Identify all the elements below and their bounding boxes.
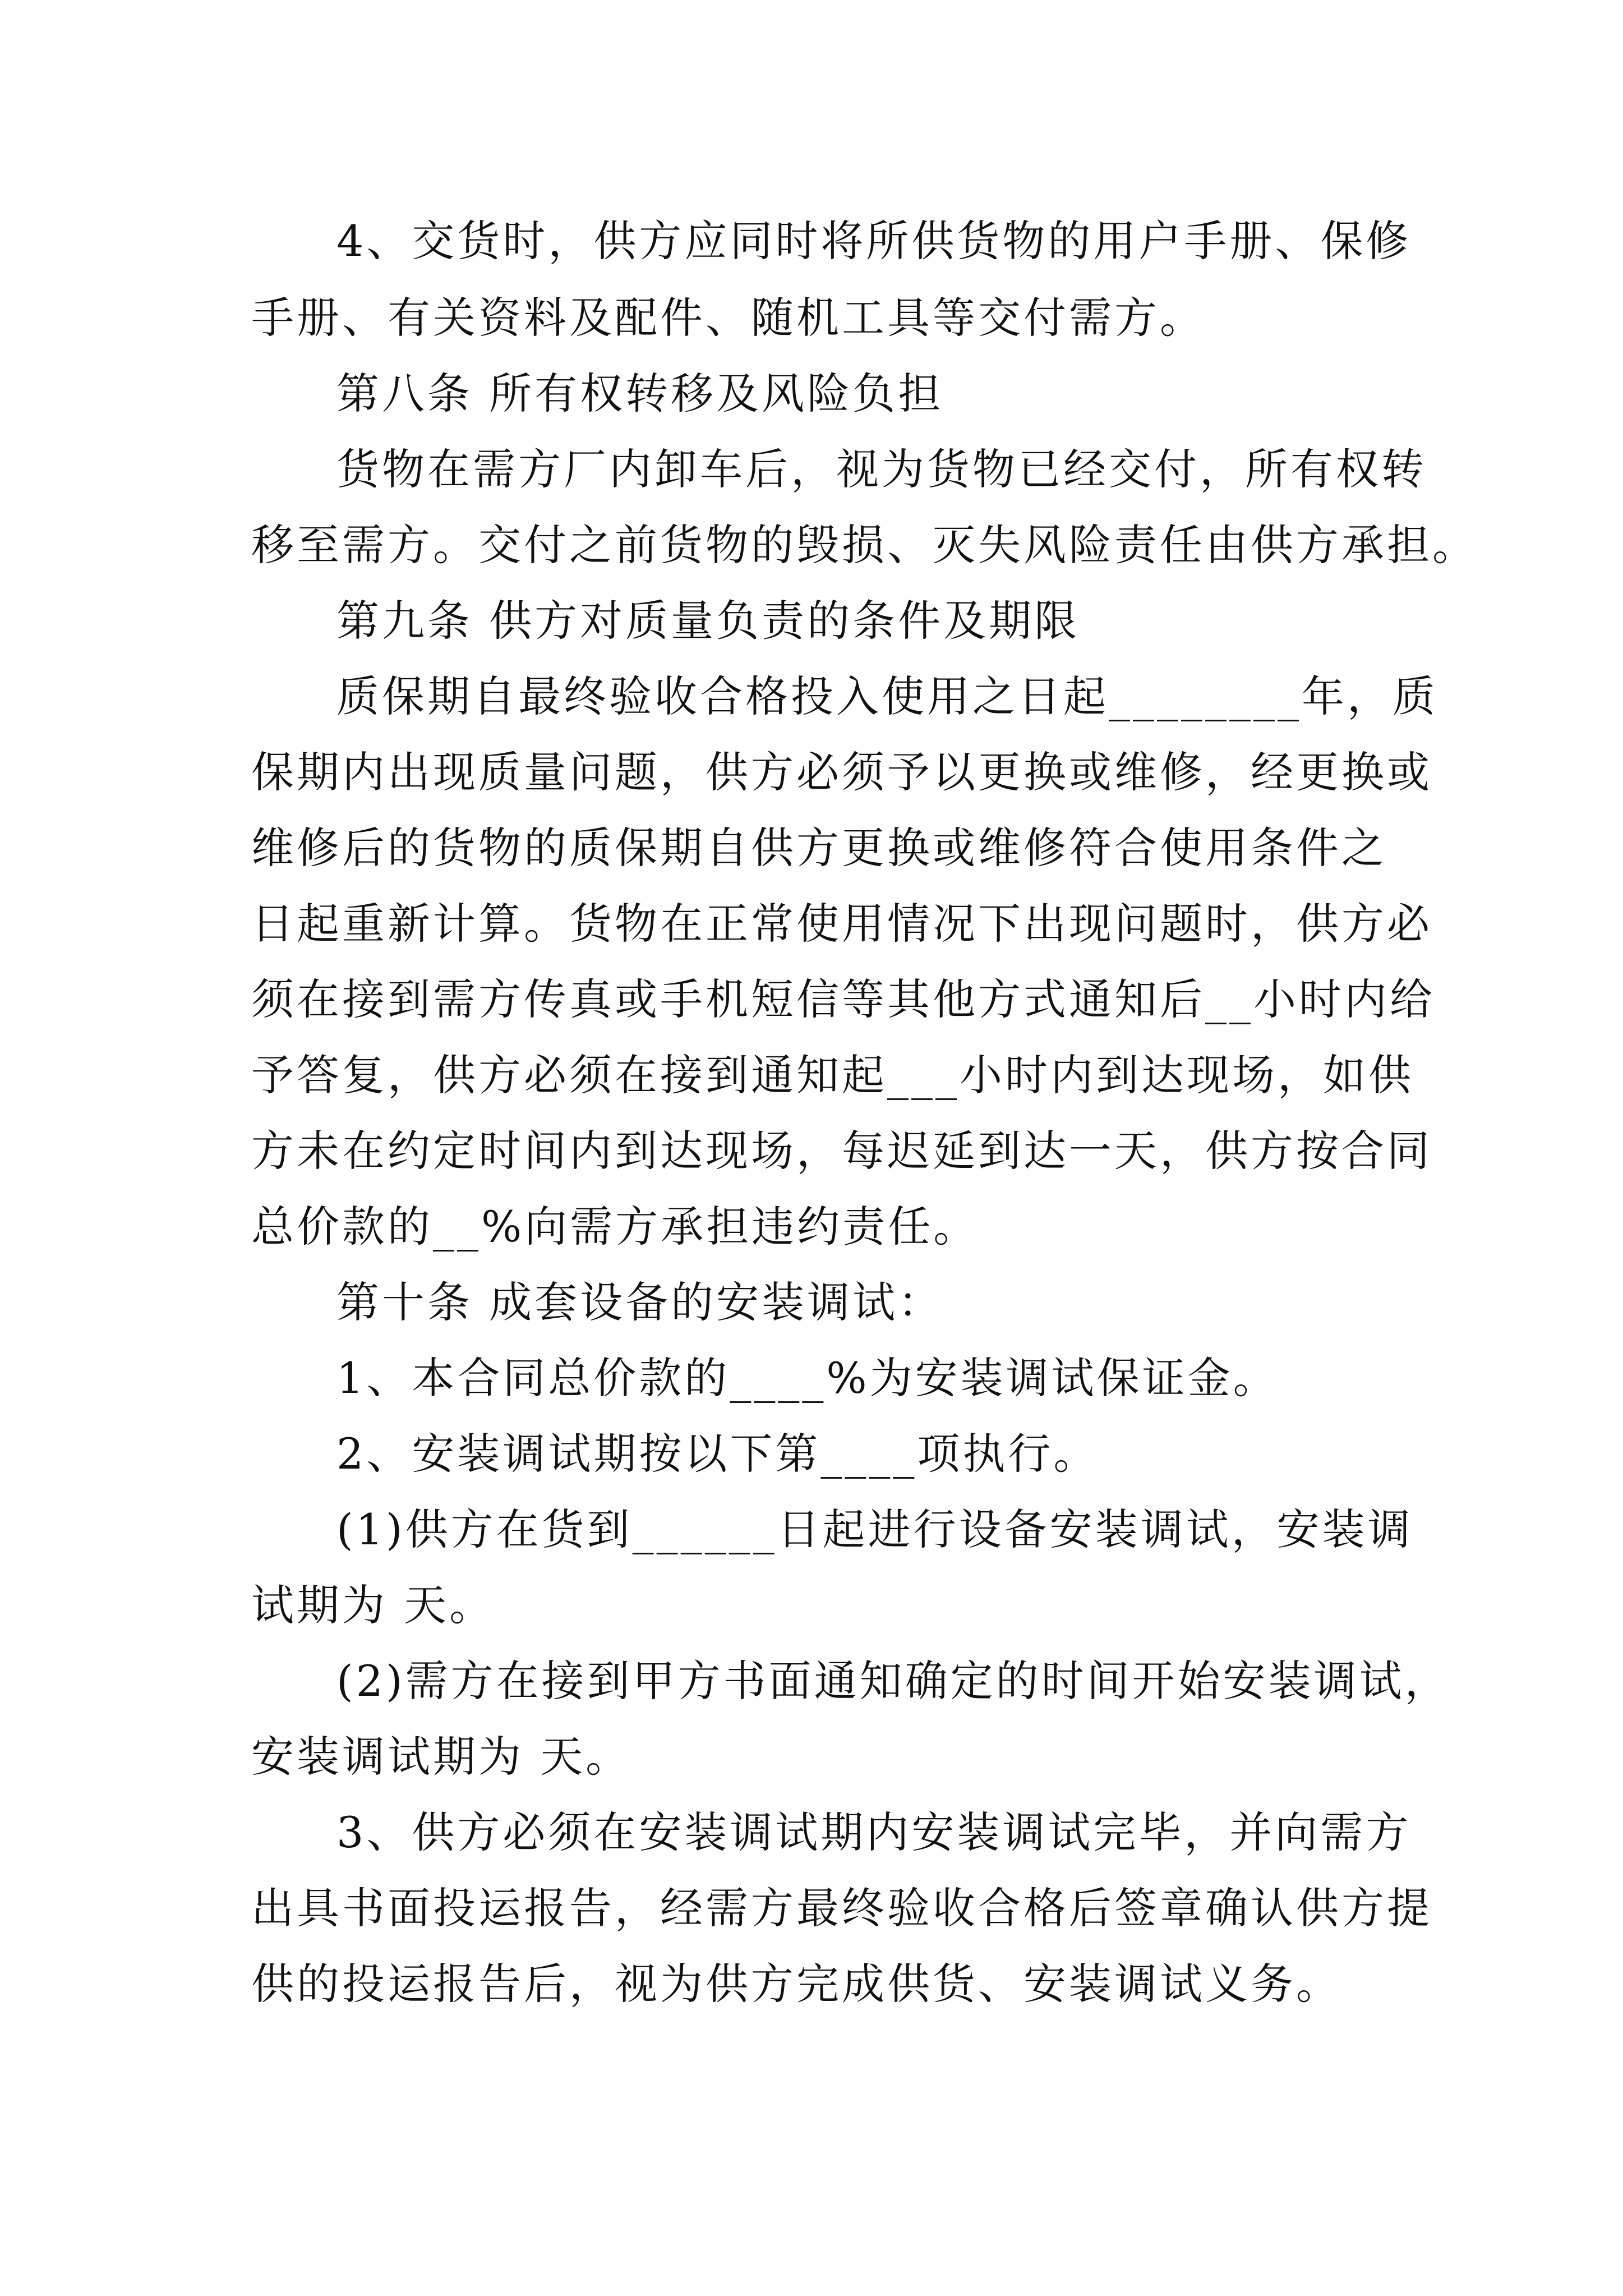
article-10-option-1-line-2: 试期为 天。 (251, 1580, 495, 1630)
article-9-body-line-1: 质保期自最终验收合格投入使用之日起________年，质 (336, 671, 1438, 721)
article-10-item-2: 2、安装调试期按以下第____项执行。 (336, 1429, 1099, 1479)
article-10-item-3-line-3: 供的投运报告后，视为供方完成供货、安装调试义务。 (251, 1959, 1341, 2009)
article-10-option-1-line-1: (1)供方在货到______日起进行设备安装调试，安装调 (336, 1504, 1413, 1554)
article-8-body-line-2: 移至需方。交付之前货物的毁损、灭失风险责任由供方承担。 (251, 520, 1478, 570)
article-9-heading: 第九条 供方对质量负责的条件及期限 (336, 596, 1080, 646)
article-9-body-line-7: 方未在约定时间内到达现场，每迟延到达一天，供方按合同 (251, 1126, 1432, 1176)
article-8-heading: 第八条 所有权转移及风险负担 (336, 369, 944, 418)
article-9-body-line-5: 须在接到需方传真或手机短信等其他方式通知后__小时内给 (251, 974, 1435, 1024)
article-10-option-2-line-1: (2)需方在接到甲方书面通知确定的时间开始安装调试， (336, 1656, 1450, 1706)
article-10-item-1: 1、本合同总价款的____%为安装调试保证金。 (336, 1353, 1279, 1403)
article-10-option-2-line-2: 安装调试期为 天。 (251, 1732, 631, 1782)
article-9-body-line-8: 总价款的__%向需方承担违约责任。 (251, 1202, 979, 1251)
article-8-body-line-1: 货物在需方厂内卸车后，视为货物已经交付，所有权转 (336, 444, 1427, 494)
paragraph-item-4-line-2: 手册、有关资料及配件、随机工具等交付需方。 (251, 293, 1205, 343)
article-10-heading: 第十条 成套设备的安装调试： (336, 1277, 944, 1327)
article-9-body-line-2: 保期内出现质量问题，供方必须予以更换或维修，经更换或 (251, 747, 1432, 797)
article-10-item-3-line-1: 3、供方必须在安装调试期内安装调试完毕，并向需方 (336, 1807, 1412, 1857)
paragraph-item-4-line-1: 4、交货时，供方应同时将所供货物的用户手册、保修 (336, 216, 1412, 266)
article-9-body-line-6: 予答复，供方必须在接到通知起___小时内到达现场，如供 (251, 1050, 1414, 1100)
article-9-body-line-3: 维修后的货物的质保期自供方更换或维修符合使用条件之 (251, 823, 1387, 873)
article-10-item-3-line-2: 出具书面投运报告，经需方最终验收合格后签章确认供方提 (251, 1883, 1432, 1933)
article-9-body-line-4: 日起重新计算。货物在正常使用情况下出现问题时，供方必 (251, 899, 1432, 949)
